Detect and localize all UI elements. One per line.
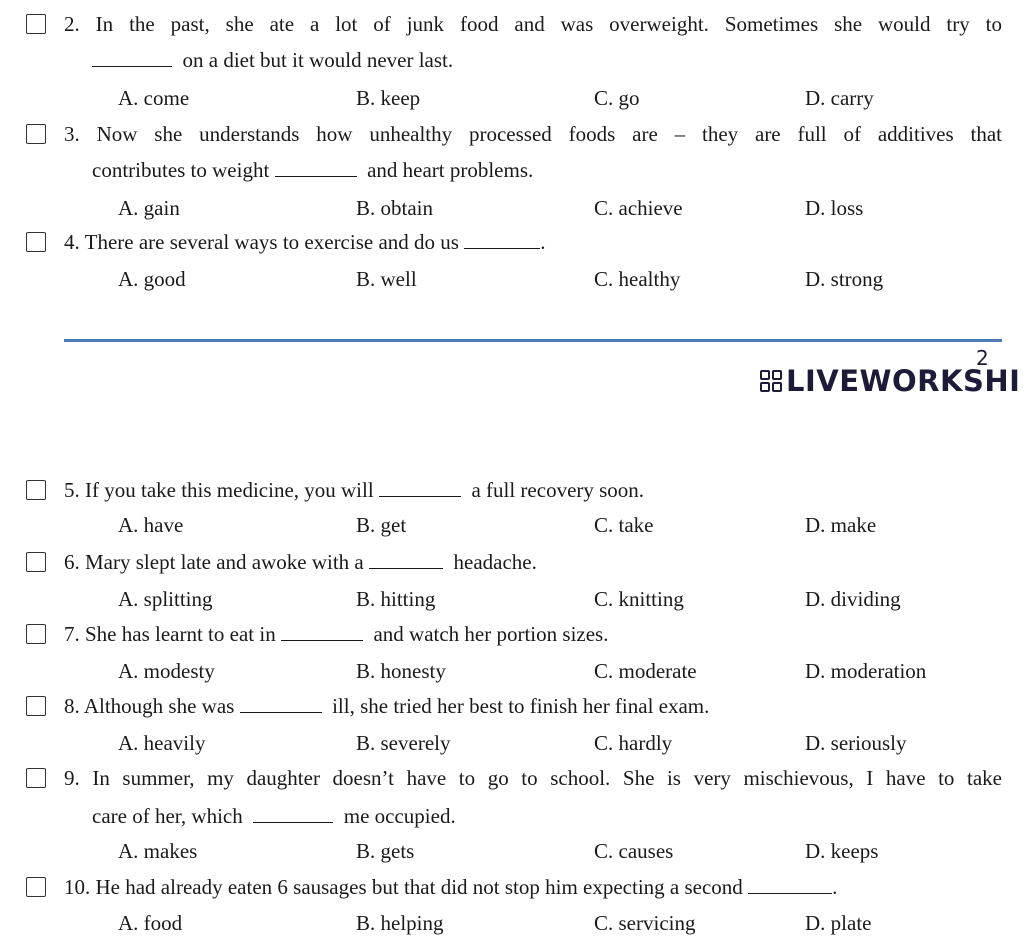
option-c[interactable]: C. hardly	[594, 731, 673, 755]
stem-text: a full recovery soon.	[471, 478, 645, 502]
question-5-stem	[64, 477, 644, 503]
question-10-stem	[64, 874, 837, 900]
option-c[interactable]: C. achieve	[594, 196, 683, 220]
answer-blank[interactable]	[748, 876, 832, 894]
answer-blank[interactable]	[281, 623, 363, 641]
option-a[interactable]: A. modesty	[118, 659, 215, 683]
option-a[interactable]: A. heavily	[118, 731, 206, 755]
option-c[interactable]: C. knitting	[594, 587, 684, 611]
option-d[interactable]: D. moderation	[805, 659, 927, 683]
answer-checkbox-q6[interactable]	[26, 552, 46, 572]
stem-text: 8. Although she was	[64, 694, 235, 718]
question-8-stem	[64, 693, 709, 719]
option-d[interactable]: D. strong	[805, 267, 884, 291]
option-b[interactable]: B. gets	[356, 839, 415, 863]
answer-blank[interactable]	[253, 805, 333, 823]
stem-text: .	[540, 230, 546, 254]
stem-text: contributes to weight	[92, 158, 270, 182]
stem-text: care of her, which	[92, 804, 243, 828]
page-number: 2	[976, 346, 989, 370]
stem-text: headache.	[453, 550, 537, 574]
option-a[interactable]: A. food	[118, 911, 183, 935]
answer-checkbox-q5[interactable]	[26, 480, 46, 500]
option-b[interactable]: B. severely	[356, 731, 451, 755]
question-2-stem-line1: 2. In the past, she ate a lot of junk food and was overweight. Sometimes she would try to	[64, 12, 1002, 36]
option-a[interactable]: A. gain	[118, 196, 180, 220]
option-c[interactable]: C. moderate	[594, 659, 697, 683]
answer-blank[interactable]	[369, 551, 443, 569]
option-c[interactable]: C. go	[594, 86, 640, 110]
answer-checkbox-q7[interactable]	[26, 624, 46, 644]
option-a[interactable]: A. have	[118, 513, 184, 537]
answer-checkbox-q9[interactable]	[26, 768, 46, 788]
option-a[interactable]: A. good	[118, 267, 186, 291]
option-d[interactable]: D. make	[805, 513, 877, 537]
question-6-stem	[64, 549, 537, 575]
option-c[interactable]: C. servicing	[594, 911, 696, 935]
option-b[interactable]: B. honesty	[356, 659, 446, 683]
answer-blank[interactable]	[240, 695, 322, 713]
question-3-stem-line1: 3. Now she understands how unhealthy processed foods are – they are full of additives that	[64, 122, 1002, 146]
stem-text: 7. She has learnt to eat in	[64, 622, 276, 646]
page-divider	[64, 339, 1002, 342]
question-7-stem	[64, 621, 608, 647]
stem-text: .	[832, 875, 838, 899]
option-c[interactable]: C. causes	[594, 839, 674, 863]
option-a[interactable]: A. splitting	[118, 587, 213, 611]
question-9-stem-line1: 9. In summer, my daughter doesn’t have to go to school. She is very mischievous, I have to take	[64, 766, 1002, 790]
answer-checkbox-q2[interactable]	[26, 14, 46, 34]
stem-text: on a diet but it would never last.	[182, 48, 454, 72]
logo-mark-icon	[760, 370, 782, 392]
answer-blank[interactable]	[464, 231, 540, 249]
option-d[interactable]: D. carry	[805, 86, 874, 110]
question-3-stem-line2	[92, 157, 533, 183]
option-b[interactable]: B. keep	[356, 86, 421, 110]
option-a[interactable]: A. makes	[118, 839, 198, 863]
stem-text: ill, she tried her best to finish her final exam.	[332, 694, 710, 718]
answer-blank[interactable]	[379, 479, 461, 497]
option-c[interactable]: C. take	[594, 513, 654, 537]
stem-text: and watch her portion sizes.	[373, 622, 609, 646]
option-b[interactable]: B. hitting	[356, 587, 436, 611]
stem-text: and heart problems.	[367, 158, 534, 182]
option-d[interactable]: D. keeps	[805, 839, 879, 863]
option-b[interactable]: B. get	[356, 513, 407, 537]
stem-text: 10. He had already eaten 6 sausages but that did not stop him expecting a second	[64, 875, 743, 899]
option-b[interactable]: B. helping	[356, 911, 444, 935]
option-d[interactable]: D. seriously	[805, 731, 907, 755]
option-b[interactable]: B. obtain	[356, 196, 433, 220]
logo-text: LIVEWORKSHI	[786, 364, 1021, 398]
stem-text: 6. Mary slept late and awoke with a	[64, 550, 364, 574]
answer-checkbox-q10[interactable]	[26, 877, 46, 897]
option-d[interactable]: D. plate	[805, 911, 872, 935]
stem-text: me occupied.	[343, 804, 456, 828]
answer-blank[interactable]	[275, 159, 357, 177]
option-a[interactable]: A. come	[118, 86, 190, 110]
question-4-stem	[64, 229, 545, 255]
option-b[interactable]: B. well	[356, 267, 417, 291]
option-d[interactable]: D. dividing	[805, 587, 901, 611]
answer-blank[interactable]	[92, 49, 172, 67]
answer-checkbox-q8[interactable]	[26, 696, 46, 716]
option-c[interactable]: C. healthy	[594, 267, 681, 291]
question-9-stem-line2	[92, 803, 456, 829]
question-2-stem-line2	[92, 47, 453, 73]
liveworksheets-logo	[760, 364, 1020, 398]
stem-text: 4. There are several ways to exercise and do us	[64, 230, 459, 254]
answer-checkbox-q3[interactable]	[26, 124, 46, 144]
stem-text: 5. If you take this medicine, you will	[64, 478, 374, 502]
option-d[interactable]: D. loss	[805, 196, 864, 220]
answer-checkbox-q4[interactable]	[26, 232, 46, 252]
